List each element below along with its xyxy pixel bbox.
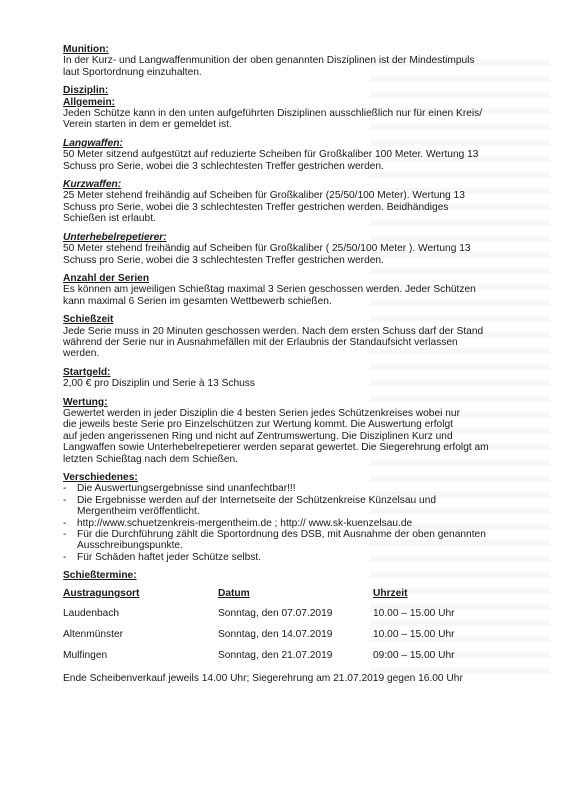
cell-datum: Sonntag, den 21.07.2019 — [218, 650, 333, 662]
section-langwaffen — [63, 138, 533, 172]
anzahl-text: Es können am jeweiligen Schießtag maximal 3 Serien geschossen werden. Jeder Schützen kann maximal 6 Serien im gesamten Wettbewerb schießen. — [63, 284, 476, 307]
wertung-text: Gewertet werden in jeder Disziplin die 4 besten Serien jedes Schützenkreises wobei nur die jeweils beste Serie pro Einzelschützen zur Wertung kommt. Die Auswertung erfolgt auf jeden angerissenen Ring und nicht auf Zentrumswertung. Die Disziplinen Kurz und Langwaffen sowie Unterhebelrepetierer werden separat gewertet. Die Siegerehrung erfolgt am letzten Schießtag nach dem Schießen. — [63, 407, 489, 465]
schiesszeit-text: Jede Serie muss in 20 Minuten geschossen werden. Nach dem ersten Schuss darf der Stand während der Serie nur in Ausnahmefällen mit der Erlaubnis der Standaufsicht verlassen werden. — [63, 325, 484, 360]
table-row — [63, 646, 503, 667]
list-item — [63, 483, 533, 494]
startgeld-text: 2,00 € pro Disziplin und Serie à 13 Schuss — [63, 378, 255, 390]
schiesszeit-heading: Schießzeit — [63, 314, 114, 326]
anzahl-heading: Anzahl der Serien — [63, 272, 150, 284]
cell-datum: Sonntag, den 07.07.2019 — [218, 608, 333, 620]
cell-uhrzeit: 10.00 – 15.00 Uhr — [373, 629, 455, 641]
langwaffen-text: 50 Meter sitzend aufgestützt auf reduzierte Scheiben für Großkaliber 100 Meter. Wertung 13 Schuss pro Serie, wobei die 3 schlechtesten Treffer gestrichen werden. — [63, 149, 479, 172]
column-header-ort: Austragungsort — [63, 587, 140, 599]
wertung-heading: Wertung: — [63, 396, 108, 408]
section-startgeld — [63, 367, 533, 390]
kurzwaffen-heading: Kurzwaffen: — [63, 179, 122, 191]
allgemein-text: Jeden Schütze kann in den unten aufgeführten Disziplinen ausschließlich nur für einen Kreis/ Verein starten in dem er gemeldet ist. — [63, 108, 483, 131]
section-schiesszeit — [63, 314, 533, 360]
list-item-text: Die Ergebnisse werden auf der Internetseite der Schützenkreise Künzelsau und Mergentheim veröffentlicht. — [77, 494, 437, 518]
verschiedenes-heading: Verschiedenes: — [63, 472, 138, 483]
section-verschiedenes — [63, 472, 533, 563]
column-header-datum: Datum — [218, 587, 250, 599]
cell-uhrzeit: 10.00 – 15.00 Uhr — [373, 608, 455, 620]
munition-heading: Munition: — [63, 44, 109, 55]
table-row — [63, 625, 503, 646]
bullet-dash: - — [63, 494, 67, 506]
bullet-dash: - — [63, 483, 67, 495]
list-item-text: http://www.schuetzenkreis-mergentheim.de ; http:// www.sk-kuenzelsau.de — [77, 517, 413, 529]
table-row — [63, 604, 503, 625]
cell-ort: Mulfingen — [63, 650, 108, 662]
verschiedenes-list — [63, 483, 533, 563]
list-item-text: Für die Durchführung zählt die Sportordnung des DSB, mit Ausnahme der oben genannten Ausschreibungspunkte. — [77, 529, 486, 552]
section-kurzwaffen — [63, 179, 533, 225]
munition-text: In der Kurz- und Langwaffenmunition der oben genannten Disziplinen ist der Mindestimpuls laut Sportordnung einzuhalten. — [63, 55, 475, 78]
list-item — [63, 529, 533, 552]
kurzwaffen-text: 25 Meter stehend freihändig auf Scheiben für Großkaliber (25/50/100 Meter). Wertung 13 Schuss pro Serie, wobei die 3 schlechtesten Treffer gestrichen werden. Beidhändiges Schießen ist erlaubt. — [63, 190, 465, 225]
list-item — [63, 495, 533, 518]
schedule-table — [63, 588, 503, 667]
allgemein-heading: Allgemein: — [63, 96, 116, 108]
startgeld-heading: Startgeld: — [63, 366, 111, 378]
unterhebel-heading: Unterhebelrepetierer: — [63, 231, 167, 243]
langwaffen-heading: Langwaffen: — [63, 137, 123, 149]
section-wertung — [63, 397, 533, 465]
list-item-text: Die Auswertungsergebnisse sind unanfechtbar!!! — [77, 483, 296, 495]
bullet-dash: - — [63, 517, 67, 529]
cell-ort: Laudenbach — [63, 608, 120, 620]
termine-heading: Schießtermine: — [63, 570, 137, 582]
section-disziplin — [63, 85, 533, 131]
list-item-text: Für Schäden haftet jeder Schütze selbst. — [77, 551, 262, 563]
document-page — [63, 44, 533, 684]
column-header-uhrzeit: Uhrzeit — [373, 587, 408, 599]
list-item — [63, 518, 533, 529]
cell-ort: Altenmünster — [63, 629, 124, 641]
section-anzahl-serien — [63, 273, 533, 307]
bullet-dash: - — [63, 551, 67, 563]
bullet-dash: - — [63, 529, 67, 541]
unterhebel-text: 50 Meter stehend freihändig auf Scheiben für Großkaliber ( 25/50/100 Meter ). Wertung 13 Schuss pro Serie, wobei die 3 schlechtesten Treffer gestrichen werden. — [63, 243, 471, 266]
section-schiesstermine — [63, 570, 533, 684]
disziplin-heading: Disziplin: — [63, 85, 109, 97]
termine-footer: Ende Scheibenverkauf jeweils 14.00 Uhr; Siegerehrung am 21.07.2019 gegen 16.00 Uhr — [63, 672, 463, 684]
section-unterhebelrepetierer — [63, 232, 533, 266]
cell-datum: Sonntag, den 14.07.2019 — [218, 629, 333, 641]
cell-uhrzeit: 09:00 – 15.00 Uhr — [373, 650, 455, 662]
section-munition — [63, 44, 533, 78]
list-item — [63, 552, 533, 563]
table-header-row — [63, 588, 503, 604]
